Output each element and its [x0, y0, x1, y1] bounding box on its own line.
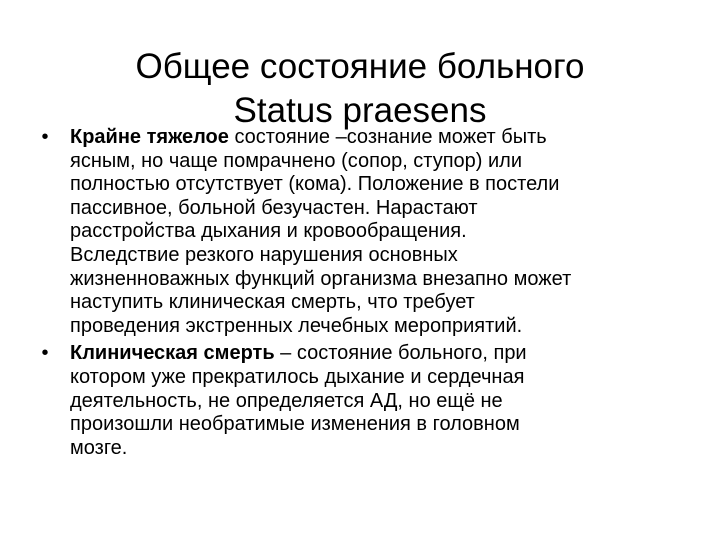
bullet-line: пассивное, больной безучастен. Нарастают: [70, 196, 478, 219]
bullet-line: [70, 126, 692, 150]
bullet-line: проведения экстренных лечебных мероприятий.: [70, 314, 523, 337]
bullet-item-severe-condition: [32, 126, 692, 338]
bullet-line: расстройства дыхания и кровообращения.: [70, 220, 467, 243]
bullet-icon: •: [41, 342, 49, 365]
bullet-line: жизненноважных функций организма внезапно может: [70, 267, 572, 290]
bullet-line: ясным, но чаще помрачнено (сопор, ступор) или: [70, 149, 523, 172]
bold-term: Крайне тяжелое: [70, 126, 229, 148]
bullet-line: мозге.: [70, 436, 128, 459]
bullet-line: полностью отсутствует (кома). Положение в постели: [70, 173, 560, 196]
bullet-list: [32, 126, 692, 464]
bullet-line: [70, 342, 692, 366]
bullet-line: деятельность, не определяется АД, но ещё не: [70, 389, 503, 412]
bullet-line: котором уже прекратилось дыхание и сердечная: [70, 365, 525, 388]
bullet-line: Вследствие резкого нарушения основных: [70, 243, 458, 266]
bold-term: Клиническая смерть: [70, 342, 275, 365]
title-line-1: Общее состояние больного: [135, 47, 585, 87]
slide-title: [60, 45, 660, 133]
line-text: – состояние больного, при: [274, 342, 527, 365]
bullet-icon: •: [41, 126, 49, 148]
line-text: состояние –сознание может быть: [228, 126, 547, 148]
bullet-line: наступить клиническая смерть, что требует: [70, 291, 475, 314]
bullet-item-clinical-death: [32, 342, 692, 460]
title-line-2: Status praesens: [233, 91, 487, 131]
bullet-line: произошли необратимые изменения в головном: [70, 413, 520, 436]
